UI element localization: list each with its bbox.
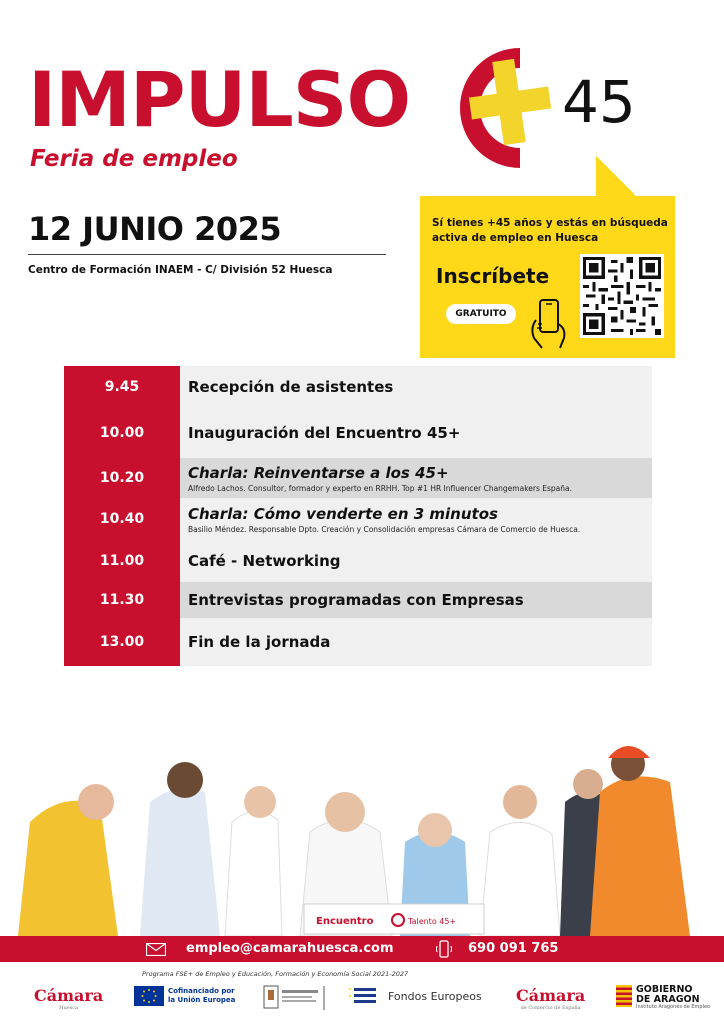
agenda-kind: Charla [188,463,243,482]
agenda-time: 11.30 [64,582,180,618]
smartphone-hand-icon [526,298,572,350]
agenda-kind: Charla [188,504,243,523]
agenda-title: : Reinventarse a los 45+ [242,463,449,482]
agenda-row [64,540,652,582]
agenda-title: Inauguración del Encuentro 45+ [188,424,461,442]
sign-text-left: Encuentro [316,916,374,927]
contact-email[interactable]: empleo@camarahuesca.com [186,941,394,956]
agenda-title: Café - Networking [188,552,341,570]
free-badge: GRATUITO [446,304,516,324]
fondos-europeos-icon [348,986,380,1006]
agenda-row [64,366,652,408]
event-subtitle: Feria de empleo [30,146,238,172]
agenda-time: 10.40 [64,498,180,540]
aragon-flag-icon [616,985,632,1007]
agenda-time: 10.00 [64,408,180,458]
contact-phone[interactable]: 690 091 765 [468,941,559,956]
agenda-row [64,498,652,540]
mail-icon [146,943,166,956]
agenda-row [64,408,652,458]
logo-45-text: 45 [562,68,636,136]
impulso-45-logo [442,42,652,174]
sponsor-logos: Cámara Huesca Cofinanciado por la Unión Europea Fondos Europeos Cámara de Comercio de España GOBIERNO DE ARAGON Instituto Aragonés de Empleo [34,984,711,1011]
agenda-speaker: Basilio Méndez. Responsable Dpto. Creación y Consolidación empresas Cámara de Comercio de Huesca. [188,524,581,534]
program-note: Programa FSE+ de Empleo y Educación, Formación y Economía Social 2021-2027 [142,970,409,978]
qr-code-icon [583,257,661,335]
agenda-row [64,582,652,618]
agenda-time: 13.00 [64,618,180,666]
agenda-row [64,458,652,498]
fondos-europeos-text: Fondos Europeos [388,990,482,1003]
agenda-time: 10.20 [64,458,180,498]
agenda-title: Recepción de asistentes [188,378,394,396]
event-title: IMPULSO [28,55,411,144]
eu-flag-icon [134,986,164,1006]
camara-espana-logo: Cámara de Comercio de España [516,986,586,1011]
event-date: 12 JUNIO 2025 [28,210,282,248]
phone-icon [436,940,452,958]
eu-cofunding-text: Cofinanciado por la Unión Europea [168,987,236,1004]
agenda-table [64,366,652,666]
agenda-row [64,618,652,666]
group-photo [0,672,724,936]
agenda-time: 9.45 [64,366,180,408]
agenda-title: : Cómo venderte en 3 minutos [242,504,498,523]
event-location: Centro de Formación INAEM - C/ División 52 Huesca [28,264,333,276]
registration-text: Sí tienes +45 años y estás en búsqueda activa de empleo en Huesca [432,217,668,245]
sign-text-right: Talento 45+ [408,917,457,926]
agenda-speaker: Alfredo Lachos. Consultor, formador y experto en RRHH. Top #1 HR Influencer Changemakers España. [188,483,572,493]
register-cta[interactable]: Inscríbete [436,264,550,288]
agenda-title: Entrevistas programadas con Empresas [188,591,524,609]
speech-bubble-tail [596,156,638,198]
agenda-title: Fin de la jornada [188,633,331,651]
qr-code[interactable] [580,254,664,338]
ministry-logo [262,984,328,1012]
agenda-time: 11.00 [64,540,180,582]
contact-bar [0,936,724,962]
divider [28,254,386,255]
camara-huesca-logo: Cámara Huesca [34,986,104,1011]
